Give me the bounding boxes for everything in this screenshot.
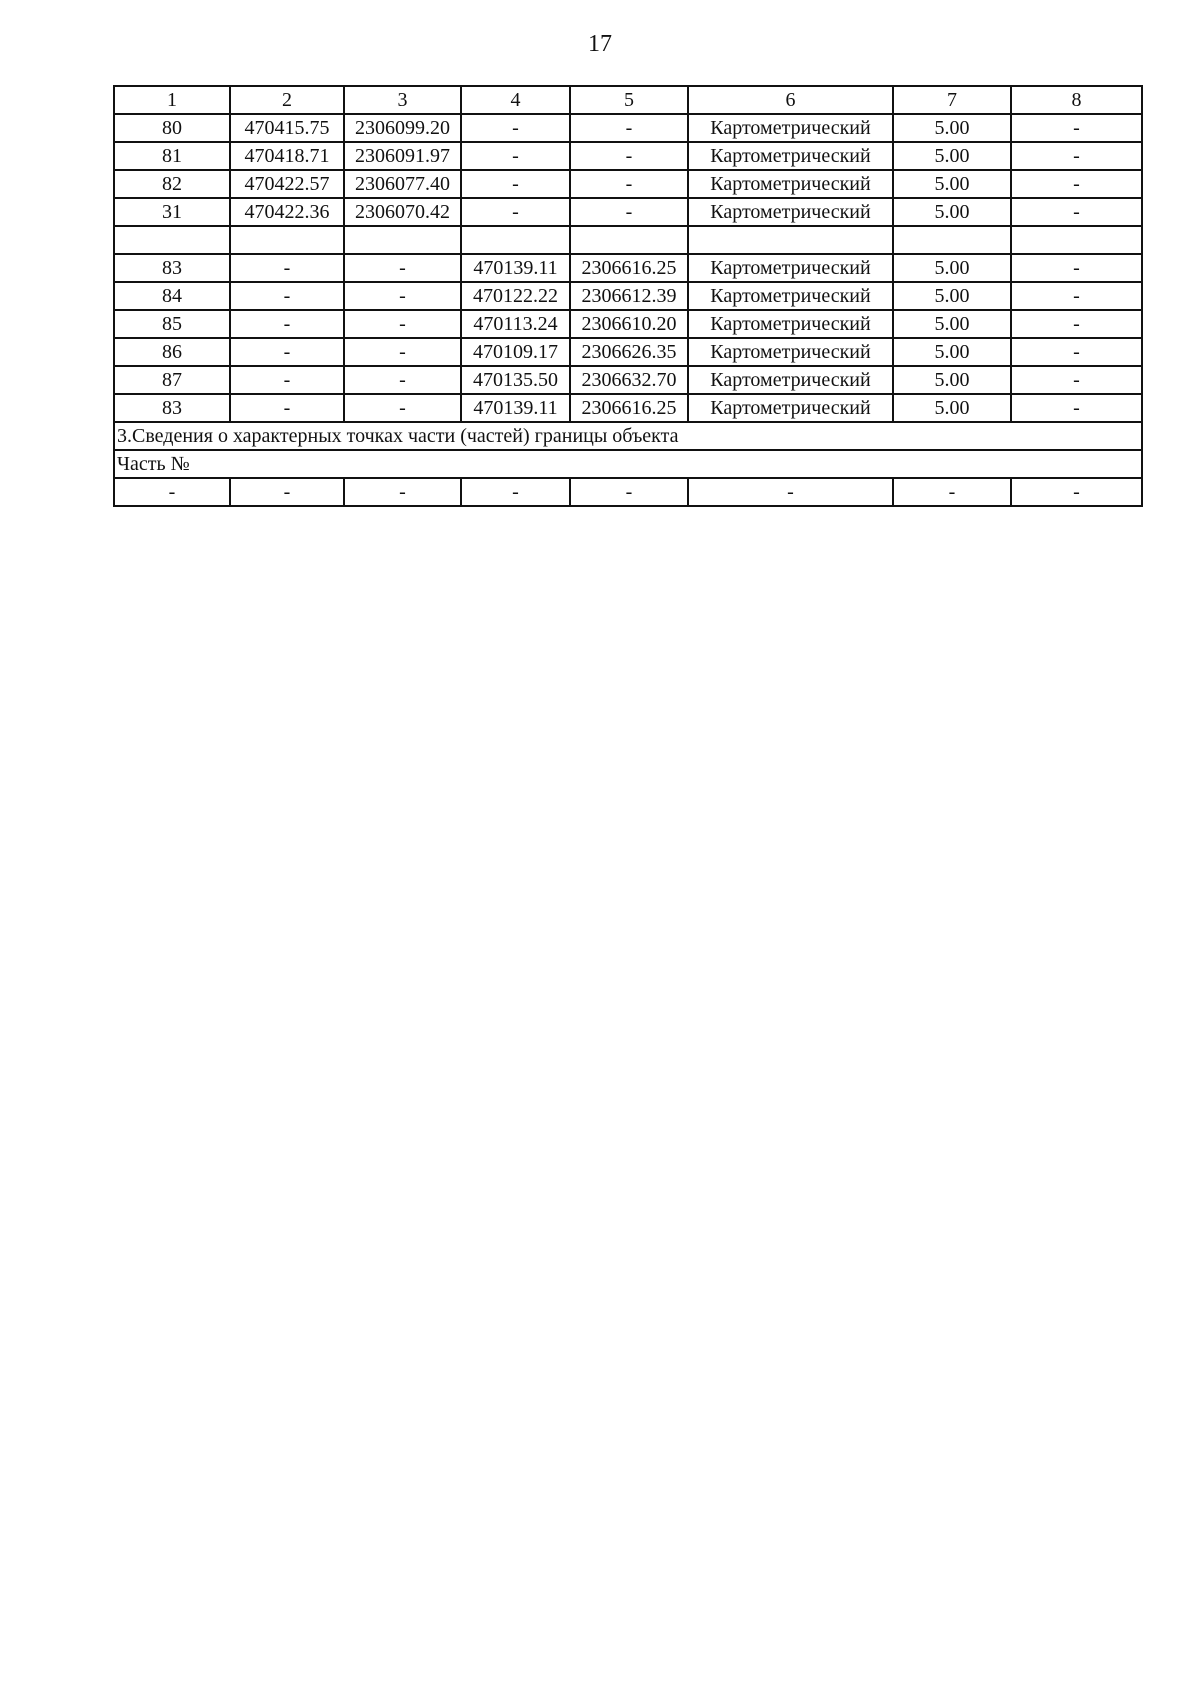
table-cell [114, 226, 230, 254]
column-header: 2 [230, 86, 344, 114]
table-cell: 5.00 [893, 310, 1011, 338]
table-cell [461, 226, 570, 254]
table-cell: - [1011, 254, 1142, 282]
table-cell: Картометрический [688, 394, 893, 422]
table-cell: - [344, 338, 461, 366]
empty-row [114, 226, 1142, 254]
table-cell [1011, 226, 1142, 254]
column-header: 8 [1011, 86, 1142, 114]
table-cell: 470422.36 [230, 198, 344, 226]
table-cell: 470109.17 [461, 338, 570, 366]
table-cell [893, 226, 1011, 254]
table-header [114, 86, 1142, 114]
column-header: 1 [114, 86, 230, 114]
table-cell: - [1011, 478, 1142, 506]
table-cell: 2306616.25 [570, 254, 688, 282]
table-cell: - [230, 310, 344, 338]
table-row [114, 142, 1142, 170]
table-cell: - [461, 170, 570, 198]
table-cell: Картометрический [688, 198, 893, 226]
table-cell: 2306077.40 [344, 170, 461, 198]
table-cell: - [230, 478, 344, 506]
table-cell: - [230, 254, 344, 282]
table-cell [230, 226, 344, 254]
table-row [114, 366, 1142, 394]
table-cell: 2306070.42 [344, 198, 461, 226]
table-cell: 470113.24 [461, 310, 570, 338]
table-cell: - [461, 478, 570, 506]
table-row [114, 478, 1142, 506]
table-cell: 83 [114, 394, 230, 422]
column-header: 7 [893, 86, 1011, 114]
table-cell: 2306099.20 [344, 114, 461, 142]
table-cell: Картометрический [688, 282, 893, 310]
table-cell: 86 [114, 338, 230, 366]
table-cell: - [1011, 142, 1142, 170]
table-cell: - [344, 394, 461, 422]
table-cell: 470415.75 [230, 114, 344, 142]
table-cell [688, 226, 893, 254]
table-cell: - [893, 478, 1011, 506]
table-cell: 5.00 [893, 114, 1011, 142]
table-cell: 2306626.35 [570, 338, 688, 366]
table-row [114, 338, 1142, 366]
table-cell: 2306616.25 [570, 394, 688, 422]
table-cell: - [344, 366, 461, 394]
table-cell: 5.00 [893, 282, 1011, 310]
table-cell: 470122.22 [461, 282, 570, 310]
header-row [114, 86, 1142, 114]
table-cell [570, 226, 688, 254]
table-cell: - [1011, 114, 1142, 142]
table-cell: - [344, 478, 461, 506]
table-cell: 470139.11 [461, 254, 570, 282]
table-cell: - [570, 170, 688, 198]
table-cell: - [344, 310, 461, 338]
table-cell: 5.00 [893, 366, 1011, 394]
table-cell: 84 [114, 282, 230, 310]
table-cell: 80 [114, 114, 230, 142]
table-cell: - [230, 366, 344, 394]
table-row [114, 254, 1142, 282]
table-cell: - [1011, 310, 1142, 338]
table-cell: 470139.11 [461, 394, 570, 422]
table-cell: Картометрический [688, 310, 893, 338]
table-cell: - [1011, 338, 1142, 366]
table-cell: 31 [114, 198, 230, 226]
table-cell: 5.00 [893, 198, 1011, 226]
table-cell: - [461, 198, 570, 226]
table-cell: 5.00 [893, 142, 1011, 170]
table-cell: - [570, 142, 688, 170]
table-cell: - [570, 198, 688, 226]
table-body [114, 114, 1142, 506]
table-cell: 5.00 [893, 254, 1011, 282]
part-label: Часть № [114, 450, 1142, 478]
table-cell: 87 [114, 366, 230, 394]
table-row [114, 198, 1142, 226]
table-cell: - [1011, 198, 1142, 226]
table-cell: Картометрический [688, 170, 893, 198]
table-cell: - [570, 114, 688, 142]
table-cell: 2306091.97 [344, 142, 461, 170]
table-cell: 470422.57 [230, 170, 344, 198]
table-cell: - [570, 478, 688, 506]
table-cell: 470135.50 [461, 366, 570, 394]
page-number: 17 [588, 31, 612, 57]
table-cell: - [344, 254, 461, 282]
table-cell: - [1011, 394, 1142, 422]
table-cell: - [1011, 170, 1142, 198]
table-cell: 5.00 [893, 338, 1011, 366]
table-cell: 470418.71 [230, 142, 344, 170]
table-row [114, 394, 1142, 422]
table-cell: Картометрический [688, 338, 893, 366]
table-cell [344, 226, 461, 254]
table-cell: Картометрический [688, 366, 893, 394]
section-title: 3.Сведения о характерных точках части (частей) границы объекта [114, 422, 1142, 450]
section-title-row [114, 422, 1142, 450]
table-row [114, 114, 1142, 142]
table-row [114, 282, 1142, 310]
table-cell: - [1011, 282, 1142, 310]
table-cell: - [461, 114, 570, 142]
table-cell: - [114, 478, 230, 506]
table-cell: - [1011, 366, 1142, 394]
column-header: 6 [688, 86, 893, 114]
table-cell: - [230, 282, 344, 310]
column-header: 5 [570, 86, 688, 114]
column-header: 4 [461, 86, 570, 114]
table-cell: Картометрический [688, 114, 893, 142]
table-cell: 81 [114, 142, 230, 170]
table-cell: Картометрический [688, 142, 893, 170]
column-header: 3 [344, 86, 461, 114]
table-cell: 5.00 [893, 394, 1011, 422]
table-cell: - [230, 338, 344, 366]
table-cell: 2306612.39 [570, 282, 688, 310]
table-cell: 83 [114, 254, 230, 282]
table-row [114, 310, 1142, 338]
table-cell: Картометрический [688, 254, 893, 282]
part-label-row [114, 450, 1142, 478]
table-row [114, 170, 1142, 198]
table-cell: 82 [114, 170, 230, 198]
table-cell: - [344, 282, 461, 310]
table-cell: - [461, 142, 570, 170]
table-cell: 5.00 [893, 170, 1011, 198]
table-cell: 2306632.70 [570, 366, 688, 394]
table-cell: 2306610.20 [570, 310, 688, 338]
table-cell: - [688, 478, 893, 506]
table-cell: - [230, 394, 344, 422]
characteristic-points-table [113, 85, 1143, 507]
table-cell: 85 [114, 310, 230, 338]
